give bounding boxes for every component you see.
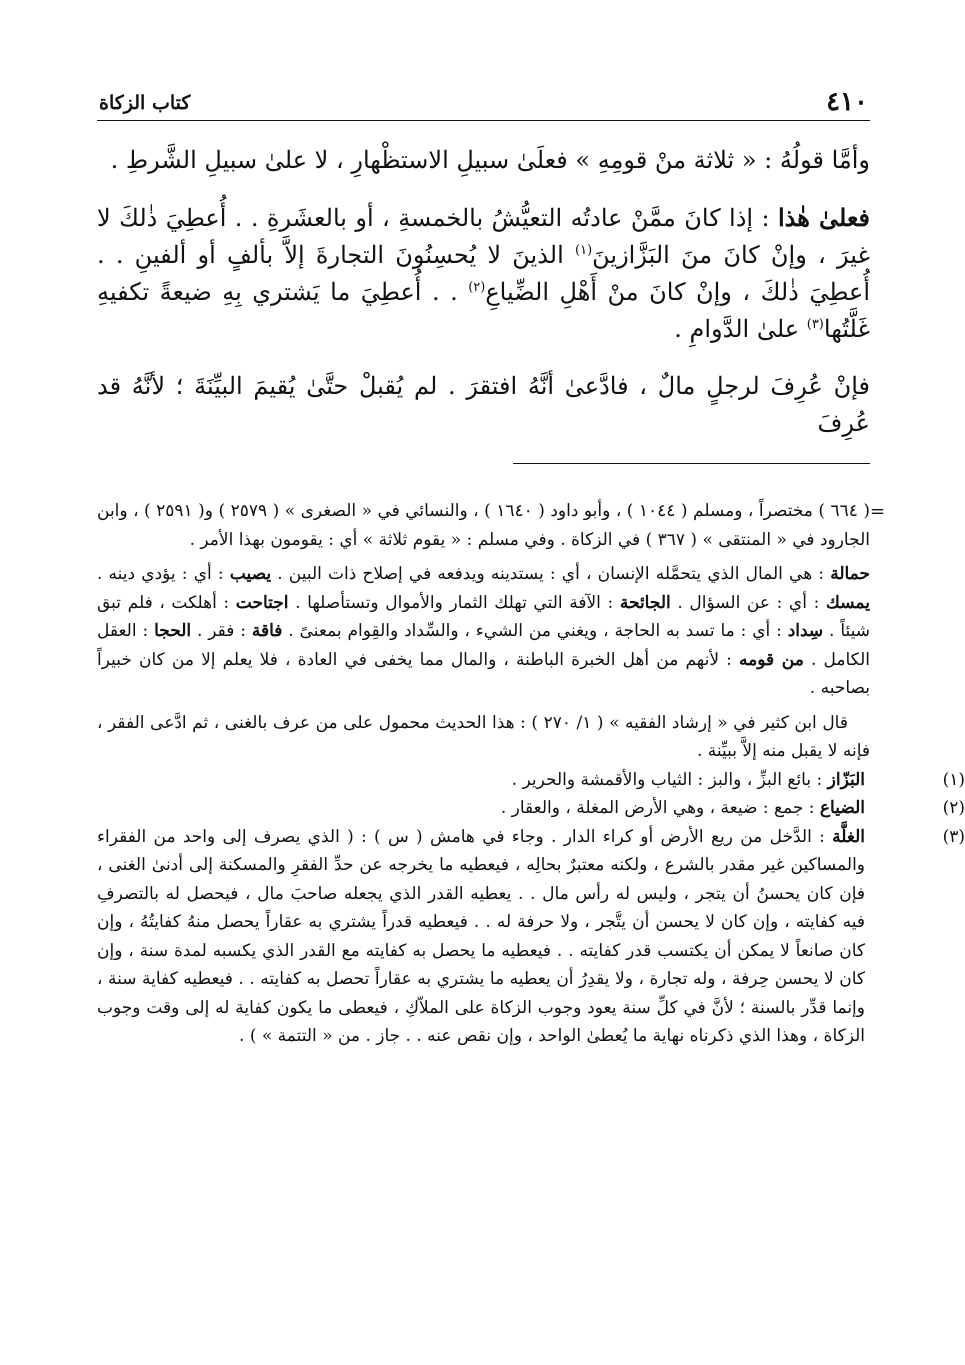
paragraph-text: علىٰ الدَّوامِ . [674, 315, 807, 343]
gloss-text: : أي : يؤدي دينه . [97, 564, 230, 584]
footnotes-list [97, 766, 965, 1051]
footnote-body [97, 794, 925, 823]
footnote-text: : جمع : ضيعة ، وهي الأرض المغلة ، والعقار . [500, 798, 820, 818]
gloss-word: سِداد [787, 621, 824, 641]
main-text [97, 142, 870, 462]
gloss-text: : أهلكت ، فلم تبق شيئاً . [97, 592, 871, 641]
footnote-body [97, 766, 925, 795]
gloss-text: : هي المال الذي يتحمَّله الإنسان ، أي : يستدينه ويدفعه في إصلاح ذات البين . [271, 564, 831, 584]
footnote-1 [97, 766, 965, 795]
chapter-title: كتاب الزكاة [99, 92, 191, 114]
footnote-2 [97, 794, 965, 823]
footnote-word: البَزّاز [827, 769, 865, 790]
gloss-word: يمسك [825, 592, 870, 613]
footnote-number: (٢) [942, 798, 965, 818]
paragraph-text: الذينَ لا يُحسِنُونَ التجارةَ إلاَّ بألفٍ أو ألفينِ . . أُعطِيَ ذٰلكَ ، وإنْ كانَ منْ أَهْلِ الضِّياعِ [97, 241, 871, 306]
note-continuation: ( ٦٦٤ ) مختصراً ، ومسلم ( ١٠٤٤ ) ، وأبو داود ( ١٦٤٠ ) ، والنسائي في « الصغرى » ( ٢٥٧٩ ) و( ٢٥٩١ ) ، وابن الجارود في « المنتقى » ( ٣٦٧ ) في الزكاة . وفي مسلم : « يقوم ثلاثة » أي : يقومون بهذا الأمر . [97, 501, 871, 550]
notes-section [97, 497, 965, 1051]
footnote-text: : الدَّخل من ريع الأرض أو كراء الدار . وجاء في هامش ( س ) : ( الذي يصرف إلى واحد من الفقراء والمساكين غير مقدر بالشرع ، ولكنه معتبرٌ بحالِه ، فيعطيه ما يخرجه عن حدِّ الفقرِ والمسكنة إلى أدنىٰ الغنى ، فإن كان يحسنُ أن يتجر ، وليس له رأس مال . . يعطيه القدر الذي يجعله صاحبَ مال ، فيحصل له بالتصرفِ فيه كفايته ، وإن كان لا يحسن أن يتَّجر ، ولا حرفة له . . فيعطيه قدراً يشتري به عقاراً يحصل منهُ كفايتُهُ ، وإن كان صانعاً لا يمكن أن يكتسب قدر كفايته . . فيعطيه ما يحصل به كفايته مع القدر الذي يكسبه لمدة سنة ، وإن كان لا يحسن حِرفة ، وله تجارة ، ولا يقدِرُ أن يعطيه ما يشتري به عقاراً تحصل به كفايته . . فيعطيه كفاية سنة ، وإنما قدِّر بالسنة ؛ لأنَّ في كلِّ سنة يعود وجوب الزكاة على الملاّكِ ، فيعطى ما يكون كفاية له إلى وقت وجوب الزكاة ، وهذا الذي ذكرناه نهاية ما يُعطىٰ الواحد ، وإن نقص عنه . . جاز . من « التتمة » ) . [97, 826, 865, 1046]
continuation-mark: = [870, 501, 886, 522]
footnote-ref-1[interactable]: (١) [575, 243, 593, 258]
footnote-ref-2[interactable]: (٢) [468, 280, 486, 295]
gloss-text: : أي : عن السؤال . [670, 592, 826, 613]
footnote-word: الضياع [819, 798, 865, 818]
footnote-number: (٣) [942, 826, 965, 847]
page-header [97, 86, 870, 121]
gloss-word: الجائحة [619, 592, 671, 613]
footnote-separator [513, 463, 870, 464]
gloss-word: يصيب [229, 564, 272, 584]
main-paragraph-2 [97, 199, 870, 348]
gloss-word: حمالة [830, 564, 871, 584]
gloss-word: الحجا [154, 621, 192, 641]
footnote-3 [97, 823, 965, 1051]
gloss-text: : لأنهم من أهل الخبرة الباطنة ، والمال مما يخفى في العادة ، فلا يعلم إلا من كان خبيراً بصاحبه . [97, 649, 870, 698]
gloss-text: : العقل الكامل . [97, 621, 870, 670]
page-number: ٤١٠ [826, 87, 868, 117]
footnote-word: الغلَّة [832, 826, 865, 847]
gloss-text: : أي : ما تسد به الحاجة ، ويغني من الشيء ، والسِّداد والقِوام بمعنىً . [282, 621, 788, 641]
footnote-ref-3[interactable]: (٣) [806, 317, 824, 332]
note-ibn-kathir: قال ابن كثير في « إرشاد الفقيه » ( ١/ ٢٧٠ ) : هذا الحديث محمول على من عرف بالغنى ، ثم ادَّعى الفقر ، فإنه لا يقبل منه إلاَّ ببيِّنة . [97, 712, 870, 761]
paragraph-text: : إذا كانَ ممَّنْ عادتُه التعيُّشُ بالخمسةِ ، أو بالعشَرةِ . . أُعطِيَ ذٰلكَ لا غيرَ ، وإنْ كانَ منَ البَزَّازينَ [97, 204, 871, 269]
note-glossary [97, 560, 870, 703]
gloss-word: اجتاحت [235, 592, 289, 613]
footnote-number: (١) [942, 769, 965, 790]
gloss-text: : الآفة التي تهلك الثمار والأموال وتستأصلها . [288, 592, 620, 613]
gloss-word: من قومه [739, 649, 804, 670]
gloss-word: فاقة [251, 621, 283, 641]
footnote-body [97, 823, 925, 1051]
paragraph-text: . . أُعطِيَ ما يَشتري بِهِ ضيعةً تكفيهِ غَلَّتُها [97, 278, 870, 343]
main-paragraph-1: وأمَّا قولُهُ : « ثلاثة منْ قومِهِ » فعلَىٰ سبيلِ الاستظْهارِ ، لا علىٰ سبيلِ الشَّرطِ . [110, 146, 870, 174]
gloss-text: : فقر . [191, 621, 252, 641]
paragraph-lead: فعلىٰ هٰذا [777, 203, 871, 232]
footnote-text: : بائع البزِّ ، والبز : الثياب والأقمشة والحرير . [511, 769, 828, 790]
main-paragraph-3: فإنْ عُرِفَ لرجلٍ مالٌ ، فادَّعىٰ أنَّهُ افتقرَ . لم يُقبلْ حتَّىٰ يُقيمَ البيِّنَةَ ؛ لأنَّهُ قد عُرِفَ [97, 372, 870, 437]
